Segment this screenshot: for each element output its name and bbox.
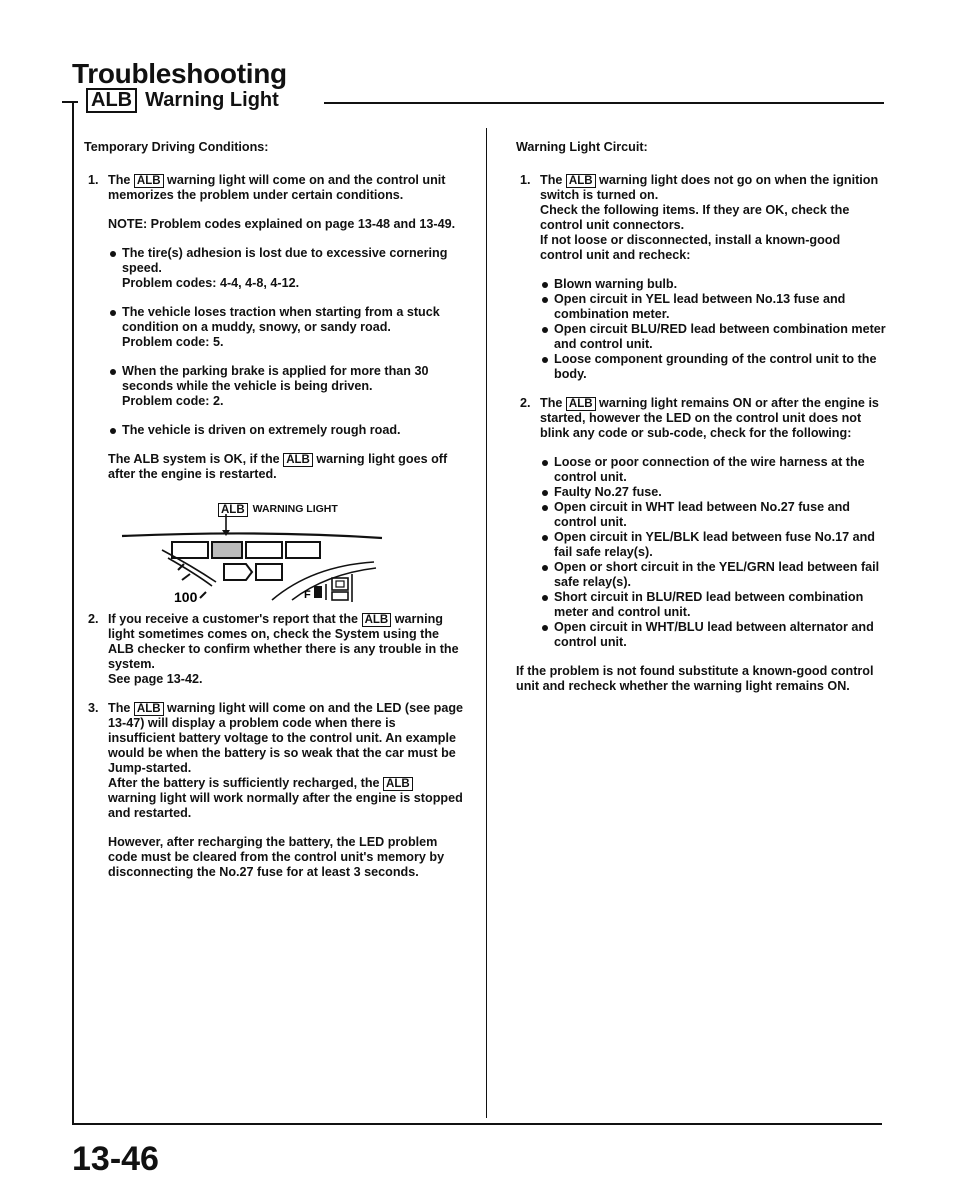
list-item: Open circuit in YEL lead between No.13 fuse and combination meter. — [540, 292, 886, 322]
bullet-icon — [108, 364, 122, 409]
list-item: Open circuit in WHT lead between No.27 fuse and control unit. — [540, 500, 886, 530]
alb-badge: ALB — [566, 174, 596, 188]
item-number: 1. — [88, 173, 99, 187]
heading-rule — [324, 102, 884, 104]
right-item-1-text: The ALB warning light does not go on when the ignition switch is turned on. — [540, 173, 879, 202]
left-item-1-note: NOTE: Problem codes explained on page 13-48 and 13-49. — [108, 217, 456, 231]
alb-badge: ALB — [134, 174, 164, 188]
right-item-2-text: The ALB warning light remains ON or after the engine is started, however the LED on the control unit does not blink any code or sub-code, check for the following: — [540, 396, 879, 440]
bullet-icon — [540, 590, 554, 620]
alb-badge: ALB — [134, 702, 164, 716]
bullet-icon — [540, 560, 554, 590]
list-item: The vehicle loses traction when starting from a stuck condition on a muddy, snowy, or sandy road. Problem code: 5. — [108, 305, 464, 350]
bullet-icon — [108, 246, 122, 291]
bullet-icon — [540, 277, 554, 292]
page-number: 13-46 — [72, 1140, 159, 1178]
page-title: Troubleshooting — [72, 58, 287, 89]
bullet-icon — [108, 423, 122, 438]
check-text: Check the following items. If they are OK, check the control unit connectors. — [540, 203, 850, 232]
list-item: When the parking brake is applied for more than 30 seconds while the vehicle is being driven. Problem code: 2. — [108, 364, 464, 409]
left-item-3-text: The ALB warning light will come on and the LED (see page 13-47) will display a problem code when there is insufficient battery voltage to the control unit. An example would be when the battery is so weak that the car must be Jump-started. — [108, 701, 464, 775]
list-item: The vehicle is driven on extremely rough road. — [108, 423, 464, 438]
figure-label: ALB WARNING LIGHT — [218, 502, 338, 517]
list-item: Loose or poor connection of the wire harness at the control unit. — [540, 455, 886, 485]
warning-light-figure — [112, 502, 412, 602]
frame-left-rule — [72, 103, 74, 1123]
list-item: Loose component grounding of the control unit to the body. — [540, 352, 886, 382]
alb-badge: ALB — [566, 397, 596, 411]
bullet-icon — [540, 500, 554, 530]
left-column — [84, 140, 464, 894]
left-item-1-text: The ALB warning light will come on and the control unit memorizes the problem under certain conditions. — [108, 173, 446, 202]
alb-ok-text: The ALB system is OK, if the ALB warning light goes off after the engine is restarted. — [108, 452, 448, 481]
alb-badge: ALB — [362, 613, 392, 627]
list-item: The tire(s) adhesion is lost due to excessive cornering speed. Problem codes: 4-4, 4-8, 4-12. — [108, 246, 464, 291]
list-item: Short circuit in BLU/RED lead between combination meter and control unit. — [540, 590, 886, 620]
speed-label: 100 — [174, 589, 198, 602]
instrument-cluster-drawing — [112, 502, 412, 602]
right-column — [516, 140, 886, 694]
column-divider — [486, 128, 487, 1118]
list-item: Blown warning bulb. — [540, 277, 886, 292]
bullet-icon — [540, 530, 554, 560]
item-number: 1. — [520, 173, 531, 187]
install-text: If not loose or disconnected, install a known-good control unit and recheck: — [540, 233, 841, 262]
left-item-2-text: If you receive a customer's report that the ALB warning light sometimes comes on, check the System using the ALB checker to confirm whether there is any trouble in the system. — [108, 612, 459, 671]
left-item-3-however: However, after recharging the battery, the LED problem code must be cleared from the control unit's memory by disconnecting the No.27 fuse for at least 3 seconds. — [108, 835, 445, 879]
list-item: Open or short circuit in the YEL/GRN lead between fail safe relay(s). — [540, 560, 886, 590]
item-number: 2. — [88, 612, 99, 626]
alb-badge: ALB — [383, 777, 413, 791]
section-heading — [86, 88, 279, 113]
bullet-icon — [540, 455, 554, 485]
bullet-icon — [540, 485, 554, 500]
list-item: Open circuit in WHT/BLU lead between alternator and control unit. — [540, 620, 886, 650]
bullet-icon — [540, 292, 554, 322]
frame-bottom-rule — [72, 1123, 882, 1125]
bullet-icon — [108, 305, 122, 350]
left-item-2 — [84, 612, 464, 701]
closing-paragraph: If the problem is not found substitute a known-good control unit and recheck whether the warning light remains ON. — [516, 664, 874, 693]
list-item: Open circuit in YEL/BLK lead between fuse No.17 and fail safe relay(s). — [540, 530, 886, 560]
subhead-dash — [62, 101, 78, 103]
see-page: See page 13-42. — [108, 672, 203, 686]
left-heading: Temporary Driving Conditions: — [84, 140, 269, 154]
alb-badge: ALB — [86, 88, 137, 113]
fuel-label: F — [304, 589, 311, 601]
alb-badge: ALB — [283, 453, 313, 467]
left-item-1 — [84, 173, 464, 496]
list-item: Open circuit BLU/RED lead between combination meter and control unit. — [540, 322, 886, 352]
right-heading: Warning Light Circuit: — [516, 140, 648, 154]
section-heading-text: Warning Light — [145, 89, 279, 111]
bullet-icon — [540, 352, 554, 382]
alb-badge: ALB — [218, 503, 248, 517]
right-item-2 — [516, 396, 886, 664]
left-item-3-after: After the battery is sufficiently recharged, the ALB warning light will work normally after the engine is stopped and restarted. — [108, 776, 463, 820]
right-item-1 — [516, 173, 886, 396]
item-number: 2. — [520, 396, 531, 410]
bullet-icon — [540, 620, 554, 650]
left-item-3 — [84, 701, 464, 894]
item-number: 3. — [88, 701, 99, 715]
list-item: Faulty No.27 fuse. — [540, 485, 886, 500]
bullet-icon — [540, 322, 554, 352]
